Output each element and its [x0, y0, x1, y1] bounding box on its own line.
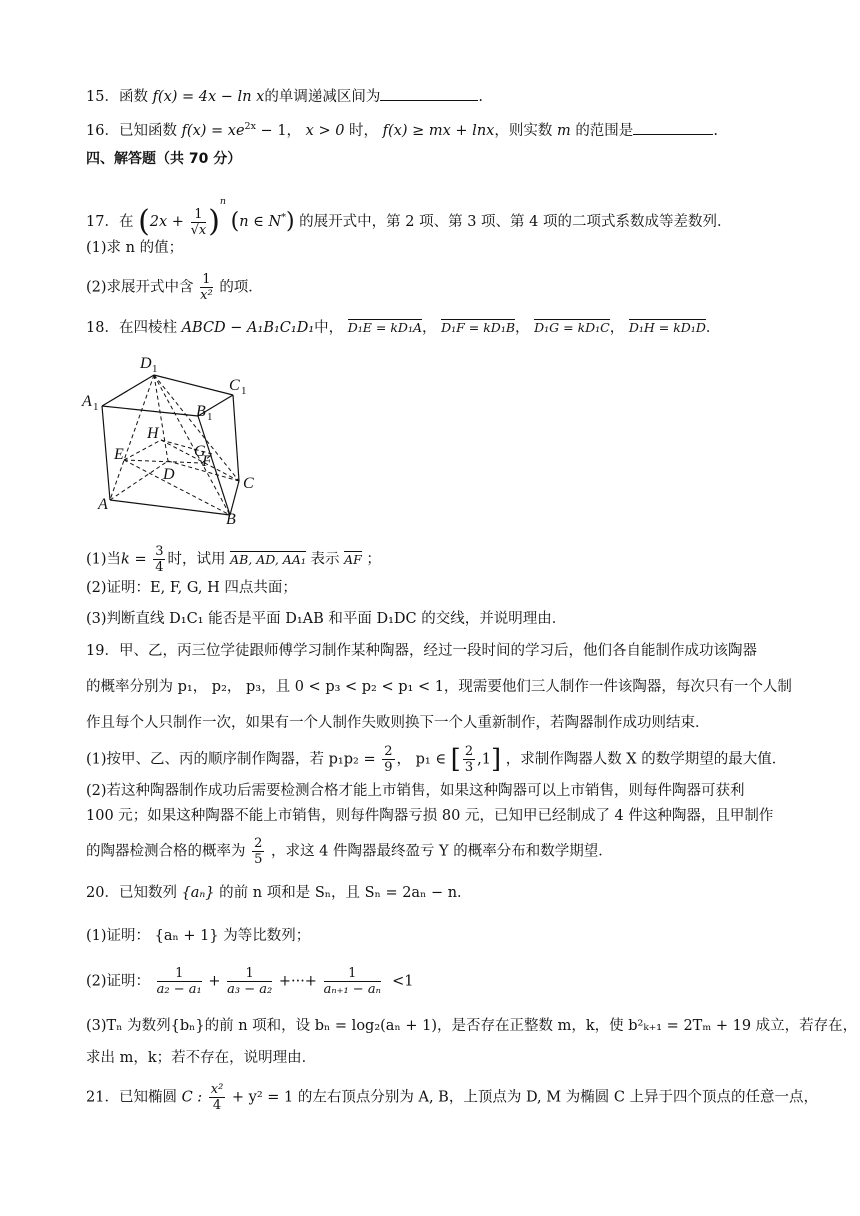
q17-part-2-fraction: $\frac{1}{\text{x²}}$: [200, 272, 213, 303]
label-a: A: [98, 496, 108, 513]
q17-exponent: n: [219, 196, 227, 207]
label-c: C: [243, 475, 254, 492]
q20-dots: +···+: [278, 973, 317, 990]
q19-part-1-b: ， p₁ ∈: [396, 751, 447, 768]
label-d1: D: [140, 355, 152, 372]
q19-part-2-b: ，求这 4 件陶器最终盈亏 Y 的概率分布和数学期望．: [271, 843, 613, 860]
q18-part-1-vectors: AB, AD, AA₁: [230, 551, 306, 567]
q15-end: .: [478, 89, 483, 105]
label-g: G: [194, 443, 206, 460]
q20-lt: <1: [392, 973, 414, 990]
q20-plus: +: [208, 973, 221, 990]
q17-part-2: [86, 272, 263, 303]
q20-text-b: 的前 n 项和是 Sₙ，且 Sₙ = 2aₙ − n．: [219, 885, 472, 901]
question-16: 16．已知函数 $f(x) = xe^{2x} - 1$， x > 0 时， f(x) ≥ mx + lnx，则实数 m 的范围是 .: [86, 121, 718, 139]
q19-line-3: 作且每个人只制作一次，如果有一个人制作失败则换下一个人重新制作，若陶器制作成功则结束．: [86, 715, 710, 731]
q18-text-a: 在四棱柱: [118, 320, 177, 336]
q20-text-a: 已知数列: [118, 885, 177, 901]
q20-part-3-line-2: 求出 m，k；若不存在，说明理由．: [86, 1050, 317, 1066]
q20-part-2-a: (2)证明：: [86, 973, 151, 990]
q19-part-1-a: (1)按甲、乙、丙的顺序制作陶器，若 p₁p₂ =: [86, 751, 376, 768]
q18-number: 18．: [86, 320, 119, 336]
label-f: F: [202, 453, 212, 470]
label-h: H: [147, 425, 159, 442]
q17-part-1: (1)求 n 的值；: [86, 240, 184, 256]
q19-part-1: (1)按甲、乙、丙的顺序制作陶器，若 p₁p₂ = $\frac{2}{9}$ ， p₁ ∈ [ $\frac{2}{3}$ ,1] ，求制作陶器人数 X 的数学期望的最大值．: [86, 744, 787, 775]
q18-vector-g: D₁G = kD₁C: [534, 320, 610, 335]
q20-part-1: (1)证明： {aₙ + 1} 为等比数列；: [86, 928, 311, 944]
q18-vector-h: D₁H = kD₁D: [628, 320, 706, 335]
q18-vector-e: D₁E = kD₁A: [347, 320, 422, 335]
q18-part-1: [86, 544, 381, 575]
q21-fraction: $\frac{\text{x²}}{4}$: [210, 1082, 224, 1113]
q16-var-m: m: [556, 122, 571, 139]
q16-text-a: 已知函数: [118, 122, 177, 139]
q16-number: 16．: [86, 122, 119, 139]
q19-part-2-line-3: [86, 836, 613, 867]
q16-condition: x > 0: [305, 122, 345, 139]
q17-text-a: 在: [118, 214, 134, 230]
label-c1-sub: 1: [241, 385, 247, 397]
q17-part-2-a: (2)求展开式中含: [86, 279, 194, 296]
q18-part-1-c: 表示: [310, 551, 340, 568]
q18-part-1-a: (1)当: [86, 551, 122, 568]
q16-text-d: 的范围是: [575, 122, 634, 139]
q17-part-2-b: 的项．: [219, 279, 263, 296]
q18-part-2: (2)证明：E, F, G, H 四点共面；: [86, 580, 297, 596]
q18-vector-f: D₁F = kD₁B: [441, 320, 516, 335]
q19-part-2-fraction: $\frac{2}{5}$: [254, 836, 263, 867]
q19-part-2-line-1: (2)若这种陶器制作成功后需要检测合格才能上市销售，如果这种陶器可以上市销售，则每件陶器可获利: [86, 783, 745, 799]
question-18: 18．在四棱柱 ABCD − A₁B₁C₁D₁中， D₁E = kD₁A， D₁F = kD₁B， D₁G = kD₁C， D₁H = kD₁D．: [86, 320, 721, 336]
q18-text-b: 中，: [314, 320, 344, 336]
q19-part-2-a: 的陶器检测合格的概率为: [86, 843, 246, 860]
question-20: [86, 883, 472, 903]
label-b1: B: [196, 403, 206, 420]
q20-term-n: $\frac{1}{\text{aₙ₊₁ − aₙ}}$: [323, 966, 381, 997]
q18-part-1-k: k =: [121, 551, 147, 568]
q19-part-2-line-2: 100 元；如果这种陶器不能上市销售，则每件陶器亏损 80 元，已知甲已经制成了 4 件这种陶器，且甲制作: [86, 808, 774, 824]
q21-text-a: 已知椭圆: [118, 1089, 177, 1106]
label-b1-sub: 1: [207, 411, 213, 423]
q20-part-2: [86, 966, 413, 997]
q17-fraction: $\frac{1}{√x}$: [190, 206, 207, 238]
q19-part-1-c: ，求制作陶器人数 X 的数学期望的最大值．: [505, 751, 787, 768]
q18-part-1-target: AF: [344, 551, 362, 567]
q15-answer-blank[interactable]: [380, 86, 478, 101]
q16-inequality: f(x) ≥ mx + lnx: [382, 122, 495, 139]
q17-domain-sup: *: [281, 212, 286, 224]
section-4-title: 四、解答题（共 70 分）: [86, 151, 242, 167]
q20-part-3-line-1: (3)Tₙ 为数列{bₙ}的前 n 项和，设 bₙ = log₂(aₙ + 1)，是否存在正整数 m，k，使 b²ₖ₊₁ = 2Tₘ + 19 成立，若存在，: [86, 1018, 858, 1034]
q19-line-1: 19．甲、乙，丙三位学徒跟师傅学习制作某种陶器，经过一段时间的学习后，他们各自能制作成功该陶器: [86, 643, 757, 659]
q20-term-2: $\frac{1}{\text{a₃ − a₂}}$: [227, 966, 273, 997]
label-e: E: [114, 446, 124, 463]
q18-prism: ABCD − A₁B₁C₁D₁: [181, 320, 315, 336]
q16-function: f(x) = xe: [181, 122, 245, 139]
q20-term-1: $\frac{1}{\text{a₂ − a₁}}$: [156, 966, 202, 997]
q19-interval-fraction: $\frac{2}{3}$: [464, 744, 474, 775]
question-21: [86, 1082, 818, 1113]
q15-number: 15．: [86, 89, 119, 105]
q21-text-b: + y² = 1 的左右顶点分别为 A, B，上顶点为 D, M 为椭圆 C 上异于四个顶点的任意一点，: [231, 1089, 819, 1106]
q16-text-c: ，则实数: [494, 122, 553, 139]
q17-expr-head: 2x +: [149, 214, 184, 230]
q18-part-3: (3)判断直线 D₁C₁ 能否是平面 D₁AB 和平面 D₁DC 的交线，并说明理由．: [86, 611, 567, 627]
label-c1: C: [229, 377, 240, 394]
q16-function-exp: 2x: [244, 121, 256, 132]
q19-line-2: 的概率分别为 p₁， p₂， p₃，且 0 < p₃ < p₂ < p₁ < 1，现需要他们三人制作一件该陶器，每次只有一个人制: [86, 679, 792, 695]
q20-number: 20．: [86, 885, 119, 901]
q19-part-1-fraction: $\frac{2}{9}$: [384, 744, 393, 775]
label-d: D: [163, 466, 175, 483]
q21-number: 21．: [86, 1089, 119, 1106]
q16-text-b: 时，: [349, 122, 379, 139]
q15-function: f(x) = 4x − ln x: [152, 89, 265, 105]
question-15: [86, 86, 483, 107]
q16-answer-blank[interactable]: [633, 120, 713, 135]
label-a1-sub: 1: [93, 401, 99, 413]
label-d1-sub: 1: [152, 363, 158, 375]
q15-text-b: 的单调递减区间为: [264, 89, 381, 105]
q20-sequence: {aₙ}: [181, 885, 215, 901]
q16-end: .: [713, 122, 718, 139]
question-17: 17．在 (2x + $\frac{1}{√x}$ )$^n$ (n ∈ N*) 的展开式中，第 2 项、第 3 项、第 4 项的二项式系数成等差数列．: [86, 196, 732, 239]
q18-part-1-b: 时，试用: [167, 551, 226, 568]
q21-c: C :: [181, 1089, 203, 1106]
q18-part-1-end: ；: [366, 551, 381, 568]
prism-figure: [78, 348, 268, 533]
q17-text-b: 的展开式中，第 2 项、第 3 项、第 4 项的二项式系数成等差数列．: [299, 214, 732, 230]
q17-number: 17．: [86, 214, 119, 230]
label-a1: A: [82, 393, 92, 410]
q18-part-1-fraction: $\frac{3}{4}$: [155, 544, 164, 575]
q17-domain: n ∈ N: [239, 214, 282, 230]
q16-function-tail: − 1: [255, 122, 287, 139]
label-b: B: [226, 511, 236, 528]
q15-text-a: 函数: [118, 89, 148, 105]
